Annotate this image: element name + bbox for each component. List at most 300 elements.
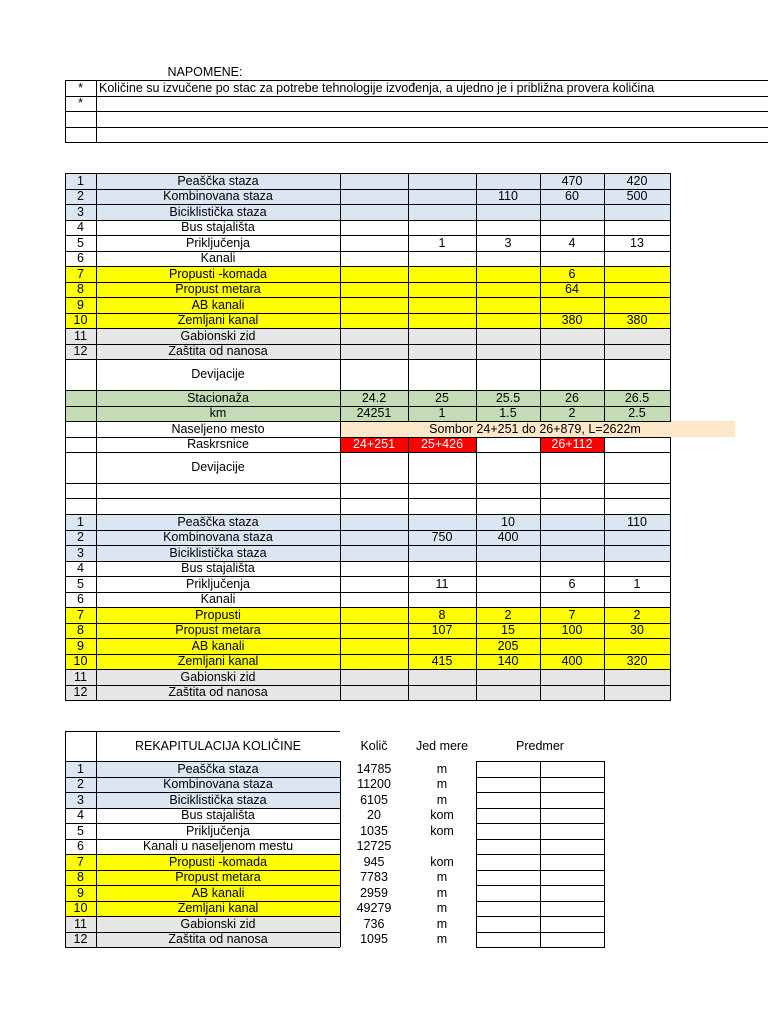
quantity-cell bbox=[540, 592, 604, 608]
quantity-cell bbox=[476, 204, 540, 220]
recap-unit: m bbox=[436, 761, 448, 776]
grid-line bbox=[340, 514, 341, 700]
quantity-cell: 11 bbox=[435, 576, 449, 591]
quantity-cell bbox=[604, 685, 670, 701]
grid-line bbox=[65, 390, 66, 452]
grid-line bbox=[340, 359, 341, 390]
row-number: 1 bbox=[77, 761, 84, 776]
recap-quantity: 49279 bbox=[356, 901, 392, 915]
row-number: 6 bbox=[77, 251, 84, 265]
quantity-cell bbox=[340, 220, 408, 236]
row-number: 12 bbox=[73, 344, 88, 358]
grid-line bbox=[65, 266, 671, 267]
grid-line bbox=[65, 885, 340, 886]
grid-line bbox=[65, 576, 671, 577]
grid-line bbox=[65, 514, 671, 515]
grid-line bbox=[476, 947, 605, 948]
quantity-cell bbox=[540, 344, 604, 360]
grid-line bbox=[65, 761, 340, 762]
quantity-cell: 2 bbox=[504, 607, 512, 622]
quantity-cell bbox=[540, 514, 604, 530]
row-name: Zaštita od nanosa bbox=[168, 685, 268, 699]
row-number: 10 bbox=[73, 654, 88, 668]
row-number: 5 bbox=[77, 576, 84, 591]
grid-line bbox=[65, 638, 671, 639]
row-number: 7 bbox=[77, 607, 84, 622]
grid-line bbox=[65, 282, 671, 283]
quantity-cell bbox=[476, 282, 540, 298]
grid-line bbox=[65, 142, 768, 143]
quantity-cell bbox=[340, 297, 408, 313]
raskrsnica-value: 25+426 bbox=[408, 437, 476, 453]
grid-line bbox=[604, 452, 605, 514]
grid-line bbox=[476, 514, 477, 700]
quantity-cell bbox=[408, 592, 476, 608]
row-number: 3 bbox=[77, 792, 84, 807]
quantity-cell bbox=[476, 266, 540, 282]
quantity-cell: 415 bbox=[431, 654, 453, 668]
note-text bbox=[96, 127, 768, 143]
grid-line bbox=[65, 390, 671, 391]
grid-line bbox=[670, 452, 671, 514]
quantity-cell: 2 bbox=[633, 607, 641, 622]
quantity-cell bbox=[476, 685, 540, 701]
km-value: 1.5 bbox=[499, 406, 517, 420]
quantity-cell bbox=[408, 313, 476, 329]
grid-line bbox=[540, 514, 541, 700]
grid-line bbox=[65, 204, 671, 205]
quantity-cell bbox=[340, 530, 408, 546]
grid-line bbox=[340, 173, 341, 359]
grid-line bbox=[408, 359, 409, 390]
quantity-cell bbox=[604, 204, 670, 220]
row-number: 2 bbox=[77, 777, 84, 791]
quantity-cell bbox=[408, 514, 476, 530]
quantity-cell bbox=[540, 530, 604, 546]
grid-line bbox=[340, 390, 341, 421]
row-number: 7 bbox=[77, 854, 84, 869]
note-text: Količine su izvučene po stac za potrebe tehnologije izvođenja, a ujedno je i približna provera količina bbox=[99, 80, 655, 95]
quantity-cell bbox=[604, 344, 670, 360]
quantity-cell bbox=[408, 189, 476, 205]
recap-quantity: 1035 bbox=[360, 823, 388, 838]
quantity-cell bbox=[604, 669, 670, 685]
stacionaza-value: 26.5 bbox=[624, 390, 650, 405]
grid-line bbox=[65, 561, 671, 562]
recap-quantity: 7783 bbox=[360, 870, 388, 884]
grid-line bbox=[65, 498, 671, 499]
quantity-cell bbox=[476, 344, 540, 360]
recap-quantity: 11200 bbox=[357, 777, 391, 791]
grid-line bbox=[65, 839, 340, 840]
grid-line bbox=[670, 437, 671, 453]
quantity-cell bbox=[540, 251, 604, 267]
quantity-cell bbox=[408, 282, 476, 298]
quantity-cell bbox=[604, 545, 670, 561]
grid-line bbox=[670, 390, 671, 421]
quantity-cell bbox=[408, 251, 476, 267]
quantity-cell: 107 bbox=[431, 623, 453, 637]
quantity-cell: 110 bbox=[498, 189, 518, 203]
recap-quantity: 14785 bbox=[356, 761, 392, 776]
quantity-cell: 8 bbox=[438, 607, 446, 622]
quantity-cell bbox=[540, 545, 604, 561]
quantity-cell: 64 bbox=[565, 282, 579, 296]
grid-line bbox=[65, 173, 671, 174]
grid-line bbox=[96, 359, 97, 390]
grid-line bbox=[96, 731, 97, 761]
quantity-cell: 110 bbox=[627, 514, 647, 529]
row-number: 1 bbox=[77, 173, 84, 188]
grid-line bbox=[540, 437, 541, 453]
quantity-cell bbox=[540, 561, 604, 577]
quantity-cell bbox=[408, 344, 476, 360]
raskrsnice-label: Raskrsnice bbox=[187, 437, 249, 451]
quantity-cell bbox=[604, 592, 670, 608]
recap-unit: m bbox=[436, 777, 448, 791]
grid-line bbox=[65, 916, 340, 917]
grid-line bbox=[408, 437, 409, 453]
row-name: Kombinovana staza bbox=[163, 189, 273, 203]
quantity-cell bbox=[340, 313, 408, 329]
km-label: km bbox=[209, 406, 227, 420]
grid-line bbox=[96, 761, 97, 947]
grid-line bbox=[65, 251, 671, 252]
row-number: 7 bbox=[77, 266, 84, 281]
recap-unit: kom bbox=[430, 808, 454, 822]
grid-line bbox=[540, 761, 541, 947]
grid-line bbox=[65, 452, 66, 514]
quantity-cell: 6 bbox=[568, 266, 576, 281]
quantity-cell bbox=[340, 654, 408, 670]
recap-unit: m bbox=[436, 885, 448, 900]
quantity-cell: 500 bbox=[626, 189, 648, 203]
grid-line bbox=[65, 406, 671, 407]
row-number: 5 bbox=[77, 823, 84, 838]
grid-line bbox=[65, 870, 340, 871]
quantity-cell bbox=[476, 173, 540, 189]
quantity-cell bbox=[340, 235, 408, 251]
grid-line bbox=[540, 390, 541, 421]
row-name: Zemljani kanal bbox=[177, 313, 259, 327]
quantity-cell bbox=[604, 328, 670, 344]
quantity-cell bbox=[476, 576, 540, 592]
quantity-cell: 7 bbox=[568, 607, 576, 622]
note-marker: * bbox=[78, 96, 83, 110]
row-name: AB kanali bbox=[191, 885, 245, 900]
quantity-cell bbox=[604, 530, 670, 546]
row-number: 12 bbox=[73, 685, 88, 699]
row-number: 11 bbox=[74, 916, 87, 931]
note-marker: * bbox=[78, 80, 83, 95]
quantity-cell bbox=[408, 545, 476, 561]
grid-line bbox=[65, 932, 340, 933]
grid-line bbox=[670, 359, 671, 390]
row-number: 2 bbox=[77, 530, 84, 544]
quantity-cell bbox=[476, 313, 540, 329]
stacionaza-value: 25 bbox=[435, 390, 449, 405]
grid-line bbox=[476, 390, 477, 421]
row-name: Bus stajališta bbox=[181, 808, 255, 822]
quantity-cell bbox=[340, 576, 408, 592]
grid-line bbox=[65, 189, 671, 190]
quantity-cell: 1 bbox=[438, 235, 446, 250]
quantity-cell: 4 bbox=[568, 235, 576, 250]
row-name: Propusti bbox=[195, 607, 241, 622]
raskrsnica-value bbox=[476, 437, 540, 453]
recap-quantity: 2959 bbox=[360, 885, 388, 900]
grid-line bbox=[65, 421, 671, 422]
recap-unit: kom bbox=[430, 854, 454, 869]
quantity-cell bbox=[408, 561, 476, 577]
grid-line bbox=[65, 530, 671, 531]
row-number: 2 bbox=[77, 189, 84, 203]
note-marker bbox=[65, 111, 96, 127]
quantity-cell: 470 bbox=[561, 173, 583, 188]
grid-line bbox=[96, 390, 97, 452]
quantity-cell bbox=[540, 220, 604, 236]
row-number: 9 bbox=[77, 638, 84, 653]
quantity-cell bbox=[340, 204, 408, 220]
quantity-cell bbox=[476, 220, 540, 236]
grid-line bbox=[96, 452, 97, 514]
row-number: 12 bbox=[73, 932, 88, 946]
stacionaza-value: 24.2 bbox=[361, 390, 387, 405]
row-name: Zemljani kanal bbox=[177, 654, 259, 668]
row-number: 6 bbox=[77, 839, 84, 853]
row-name: Propust metara bbox=[175, 623, 261, 637]
stacionaza-value: 26 bbox=[565, 390, 579, 405]
quantity-cell bbox=[340, 344, 408, 360]
devijacije-label: Devijacije bbox=[191, 367, 245, 382]
quantity-cell bbox=[340, 189, 408, 205]
quantity-cell bbox=[340, 173, 408, 189]
recap-col-predmer: Predmer bbox=[516, 738, 564, 753]
quantity-cell bbox=[476, 297, 540, 313]
km-value: 24251 bbox=[356, 406, 392, 420]
quantity-cell bbox=[340, 685, 408, 701]
row-name: Propusti -komada bbox=[169, 854, 267, 869]
naseljeno-label: Naseljeno mesto bbox=[171, 421, 265, 436]
row-name: Gabionski zid bbox=[180, 669, 256, 684]
grid-line bbox=[65, 947, 340, 948]
grid-line bbox=[604, 173, 605, 359]
recap-unit: m bbox=[436, 870, 448, 884]
quantity-cell: 420 bbox=[626, 173, 648, 188]
quantity-cell: 400 bbox=[561, 654, 583, 668]
devijacije-label: Devijacije bbox=[191, 460, 245, 475]
grid-line bbox=[65, 359, 66, 390]
row-name: Bus stajališta bbox=[181, 561, 255, 575]
quantity-cell bbox=[340, 592, 408, 608]
row-name: Kanali bbox=[200, 592, 236, 606]
grid-line bbox=[65, 220, 671, 221]
quantity-cell bbox=[540, 638, 604, 654]
row-name: Priključenja bbox=[186, 823, 250, 838]
quantity-cell bbox=[408, 669, 476, 685]
row-name: Gabionski zid bbox=[180, 328, 256, 343]
grid-line bbox=[408, 514, 409, 700]
quantity-cell bbox=[408, 204, 476, 220]
quantity-cell bbox=[340, 545, 408, 561]
grid-line bbox=[340, 421, 341, 437]
row-number: 8 bbox=[77, 623, 84, 637]
grid-line bbox=[604, 437, 605, 453]
recap-unit: m bbox=[436, 792, 448, 807]
quantity-cell bbox=[604, 282, 670, 298]
row-name: Priključenja bbox=[186, 576, 250, 591]
grid-line bbox=[408, 390, 409, 421]
grid-line bbox=[65, 854, 340, 855]
grid-line bbox=[65, 328, 671, 329]
grid-line bbox=[65, 483, 671, 484]
grid-line bbox=[476, 452, 477, 514]
quantity-cell bbox=[540, 685, 604, 701]
stacionaza-label: Stacionaža bbox=[187, 390, 249, 405]
quantity-cell bbox=[340, 514, 408, 530]
grid-line bbox=[604, 514, 605, 700]
notes-title: NAPOMENE: bbox=[167, 64, 243, 79]
quantity-cell: 380 bbox=[626, 313, 648, 327]
grid-line bbox=[65, 173, 66, 359]
grid-line bbox=[65, 297, 671, 298]
naseljeno-value: Sombor 24+251 do 26+879, L=2622m bbox=[429, 421, 641, 436]
row-number: 8 bbox=[77, 870, 84, 884]
row-number: 8 bbox=[77, 282, 84, 296]
recap-unit: m bbox=[436, 916, 448, 931]
row-name: Bus stajališta bbox=[181, 220, 255, 234]
recap-quantity: 20 bbox=[367, 808, 381, 822]
grid-line bbox=[408, 173, 409, 359]
quantity-cell bbox=[340, 623, 408, 639]
grid-line bbox=[65, 313, 671, 314]
recap-quantity: 6105 bbox=[360, 792, 388, 807]
recap-title: REKAPITULACIJA KOLIČINE bbox=[134, 738, 302, 753]
grid-line bbox=[65, 700, 671, 701]
quantity-cell bbox=[476, 669, 540, 685]
grid-line bbox=[65, 592, 671, 593]
note-text bbox=[96, 96, 768, 112]
recap-unit: m bbox=[436, 901, 448, 915]
row-name: AB kanali bbox=[191, 638, 245, 653]
quantity-cell: 30 bbox=[630, 623, 644, 637]
grid-line bbox=[65, 685, 671, 686]
quantity-cell bbox=[476, 328, 540, 344]
row-number: 3 bbox=[77, 204, 84, 219]
km-value: 2 bbox=[568, 406, 576, 420]
row-name: Biciklistička staza bbox=[169, 545, 267, 560]
grid-line bbox=[65, 731, 340, 732]
quantity-cell bbox=[408, 685, 476, 701]
grid-line bbox=[340, 452, 341, 514]
recap-quantity: 945 bbox=[363, 854, 385, 869]
raskrsnica-value: 24+251 bbox=[340, 437, 408, 453]
quantity-cell bbox=[408, 638, 476, 654]
note-text bbox=[96, 111, 768, 127]
grid-line bbox=[65, 623, 671, 624]
grid-line bbox=[476, 437, 477, 453]
grid-line bbox=[476, 761, 477, 947]
quantity-cell: 13 bbox=[630, 235, 644, 250]
quantity-cell: 205 bbox=[497, 638, 519, 653]
quantity-cell bbox=[476, 561, 540, 577]
row-number: 11 bbox=[74, 669, 87, 684]
grid-line bbox=[65, 792, 340, 793]
quantity-cell: 100 bbox=[561, 623, 583, 637]
recap-quantity: 736 bbox=[363, 916, 385, 931]
grid-line bbox=[65, 437, 671, 438]
grid-line bbox=[340, 761, 341, 947]
quantity-cell bbox=[604, 251, 670, 267]
row-name: Propust metara bbox=[175, 870, 261, 884]
row-number: 5 bbox=[77, 235, 84, 250]
row-name: Propusti -komada bbox=[169, 266, 267, 281]
quantity-cell: 6 bbox=[568, 576, 576, 591]
grid-line bbox=[65, 344, 671, 345]
row-name: Peaščka staza bbox=[177, 761, 259, 776]
grid-line bbox=[340, 437, 341, 453]
row-number: 1 bbox=[77, 514, 84, 529]
grid-line bbox=[65, 235, 671, 236]
quantity-cell bbox=[540, 669, 604, 685]
quantity-cell: 1 bbox=[633, 576, 641, 591]
row-name: Kombinovana staza bbox=[163, 777, 273, 791]
grid-line bbox=[604, 359, 605, 390]
recap-unit bbox=[408, 839, 476, 855]
quantity-cell bbox=[408, 220, 476, 236]
grid-line bbox=[65, 761, 66, 947]
quantity-cell bbox=[604, 638, 670, 654]
row-number: 4 bbox=[77, 561, 84, 575]
row-name: Biciklistička staza bbox=[169, 792, 267, 807]
raskrsnica-value: 26+112 bbox=[540, 437, 604, 453]
grid-line bbox=[540, 173, 541, 359]
row-name: Zemljani kanal bbox=[177, 901, 259, 915]
row-number: 9 bbox=[77, 885, 84, 900]
note-marker bbox=[65, 127, 96, 143]
recap-unit: kom bbox=[430, 823, 454, 838]
quantity-cell: 60 bbox=[565, 189, 579, 203]
quantity-cell bbox=[340, 328, 408, 344]
grid-line bbox=[65, 514, 66, 700]
recap-quantity: 12725 bbox=[356, 839, 392, 853]
grid-line bbox=[476, 359, 477, 390]
row-name: Propust metara bbox=[175, 282, 261, 296]
quantity-cell bbox=[604, 220, 670, 236]
quantity-cell bbox=[476, 592, 540, 608]
km-value: 2.5 bbox=[628, 406, 646, 420]
quantity-cell bbox=[340, 607, 408, 623]
quantity-cell bbox=[340, 561, 408, 577]
quantity-cell bbox=[604, 266, 670, 282]
stacionaza-value: 25.5 bbox=[495, 390, 521, 405]
quantity-cell bbox=[340, 251, 408, 267]
quantity-cell: 400 bbox=[497, 530, 519, 544]
grid-line bbox=[670, 173, 671, 359]
grid-line bbox=[670, 514, 671, 700]
row-name: Zaštita od nanosa bbox=[168, 344, 268, 358]
grid-line bbox=[408, 452, 409, 514]
row-name: Gabionski zid bbox=[180, 916, 256, 931]
row-number: 6 bbox=[77, 592, 84, 606]
quantity-cell bbox=[604, 297, 670, 313]
grid-line bbox=[540, 359, 541, 390]
quantity-cell bbox=[476, 545, 540, 561]
row-number: 11 bbox=[74, 328, 87, 343]
quantity-cell bbox=[340, 282, 408, 298]
grid-line bbox=[604, 390, 605, 421]
grid-line bbox=[65, 607, 671, 608]
